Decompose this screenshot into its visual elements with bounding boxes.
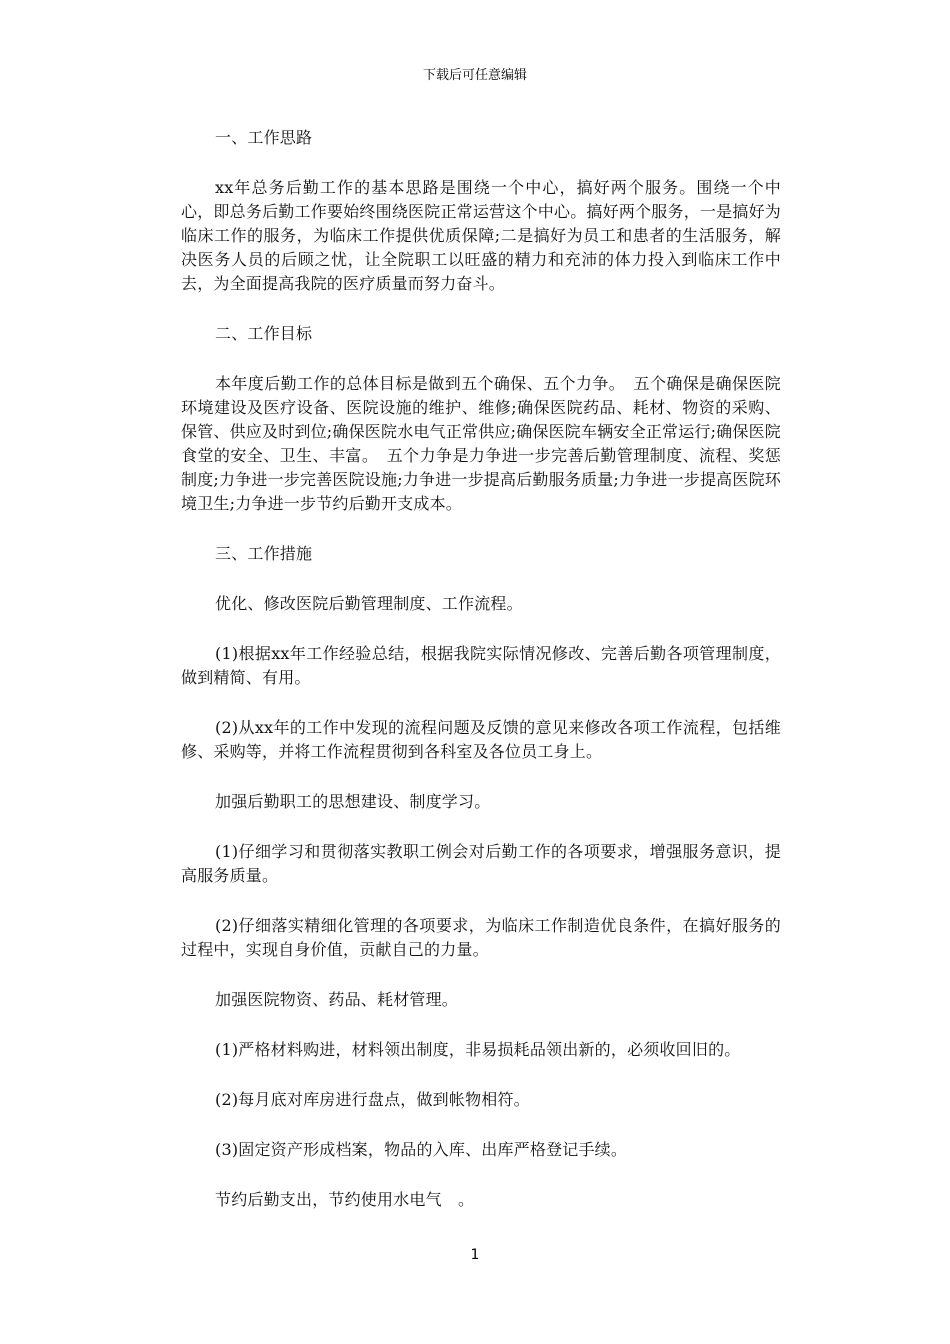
body-paragraph: 加强后勤职工的思想建设、制度学习。 — [215, 792, 491, 811]
body-paragraph: 本年度后勤工作的总体目标是做到五个确保、五个力争。 五个确保是确保医院环境建设及医疗设备、医院设施的维护、维修;确保医院药品、耗材、物资的采购、保管、供应及时到位;确保医院水电气正常供应;确保医院车辆安全正常运行;确保医院食堂的安全、卫生、丰富。 五个力争是力争进一步完善后勤管理制度、流程、奖惩制度;力争进一步完善医院设施;力争进一步提高后勤服务质量;力争进一步提高医院环境卫生;力争进一步节约后勤开支成本。 — [181, 374, 781, 513]
body-paragraph: 优化、修改医院后勤管理制度、工作流程。 — [215, 594, 523, 613]
body-paragraph: 节约后勤支出，节约使用水电气 。 — [215, 1190, 475, 1209]
body-paragraph: (1)严格材料购进，材料领出制度，非易损耗品领出新的，必须收回旧的。 — [215, 1040, 741, 1059]
body-paragraph: (2)仔细落实精细化管理的各项要求，为临床工作制造优良条件，在搞好服务的过程中，实现自身价值，贡献自己的力量。 — [181, 916, 781, 959]
page-header: 下载后可任意编辑 — [422, 68, 527, 83]
section-heading: 三、工作措施 — [215, 544, 313, 563]
body-paragraph: (1)仔细学习和贯彻落实教职工例会对后勤工作的各项要求，增强服务意识，提高服务质量。 — [181, 842, 781, 885]
section-heading: 一、工作思路 — [215, 128, 313, 147]
body-paragraph: (2)从xx年的工作中发现的流程问题及反馈的意见来修改各项工作流程，包括维修、采购等，并将工作流程贯彻到各科室及各位员工身上。 — [181, 718, 781, 761]
body-paragraph: (2)每月底对库房进行盘点，做到帐物相符。 — [215, 1090, 530, 1109]
body-paragraph: (1)根据xx年工作经验总结，根据我院实际情况修改、完善后勤各项管理制度，做到精简、有用。 — [181, 644, 781, 687]
body-paragraph: (3)固定资产形成档案，物品的入库、出库严格登记手续。 — [215, 1140, 628, 1159]
body-paragraph: 加强医院物资、药品、耗材管理。 — [215, 990, 459, 1009]
section-heading: 二、工作目标 — [215, 324, 313, 343]
body-paragraph: xx年总务后勤工作的基本思路是围绕一个中心，搞好两个服务。围绕一个中心，即总务后勤工作要始终围绕医院正常运营这个中心。搞好两个服务，一是搞好为临床工作的服务，为临床工作提供优质保障;二是搞好为员工和患者的生活服务，解决医务人员的后顾之忧，让全院职工以旺盛的精力和充沛的体力投入到临床工作中去，为全面提高我院的医疗质量而努力奋斗。 — [181, 178, 781, 293]
document-body — [181, 126, 781, 1238]
page-number: 1 — [470, 1247, 480, 1263]
